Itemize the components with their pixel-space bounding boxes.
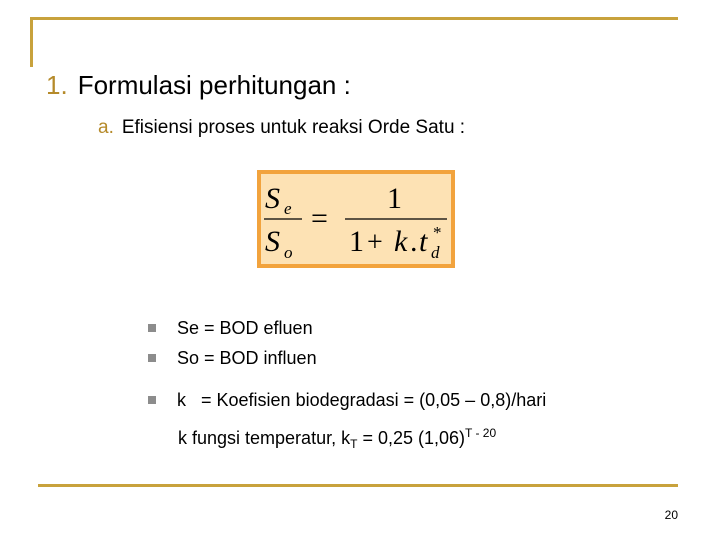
heading-number: 1.	[46, 70, 68, 100]
rhs-denominator-t-subscript: d	[431, 243, 440, 262]
square-bullet-icon	[148, 354, 156, 362]
lhs-denominator-subscript: o	[284, 243, 293, 262]
left-rule	[30, 17, 33, 67]
rhs-denominator-one: 1	[349, 225, 364, 258]
rhs-denominator-plus: +	[367, 227, 383, 258]
formula-box	[257, 170, 455, 268]
subheading	[98, 117, 465, 139]
lhs-numerator: S	[265, 182, 280, 215]
rhs-denominator-k: k	[394, 225, 408, 258]
note-middle: = 0,25 (1,06)	[357, 428, 466, 448]
rhs-denominator-t: t	[419, 225, 428, 258]
bottom-rule	[38, 484, 678, 487]
subheading-letter: a.	[98, 117, 114, 138]
rhs-denominator-dot: .	[410, 225, 418, 258]
formula	[261, 174, 451, 264]
temperature-note	[178, 426, 496, 451]
rhs-denominator-t-superscript: *	[433, 223, 442, 242]
square-bullet-icon	[148, 324, 156, 332]
note-subscript: T	[350, 437, 358, 451]
list-item-text: k = Koefisien biodegradasi = (0,05 – 0,8)/hari	[177, 390, 547, 410]
top-rule	[30, 17, 678, 20]
heading	[46, 70, 351, 101]
heading-text: Formulasi perhitungan :	[77, 70, 351, 100]
lhs-denominator: S	[265, 225, 280, 258]
lhs-numerator-subscript: e	[284, 199, 292, 218]
rhs-numerator: 1	[387, 182, 402, 215]
note-prefix: k fungsi temperatur, k	[178, 428, 351, 448]
page-number: 20	[664, 508, 678, 522]
list-item-text: So = BOD influen	[177, 348, 317, 368]
list-item-text: Se = BOD efluen	[177, 318, 313, 338]
note-superscript: T - 20	[465, 426, 497, 440]
subheading-text: Efisiensi proses untuk reaksi Orde Satu :	[121, 117, 466, 138]
square-bullet-icon	[148, 396, 156, 404]
equals-sign: =	[311, 202, 328, 235]
